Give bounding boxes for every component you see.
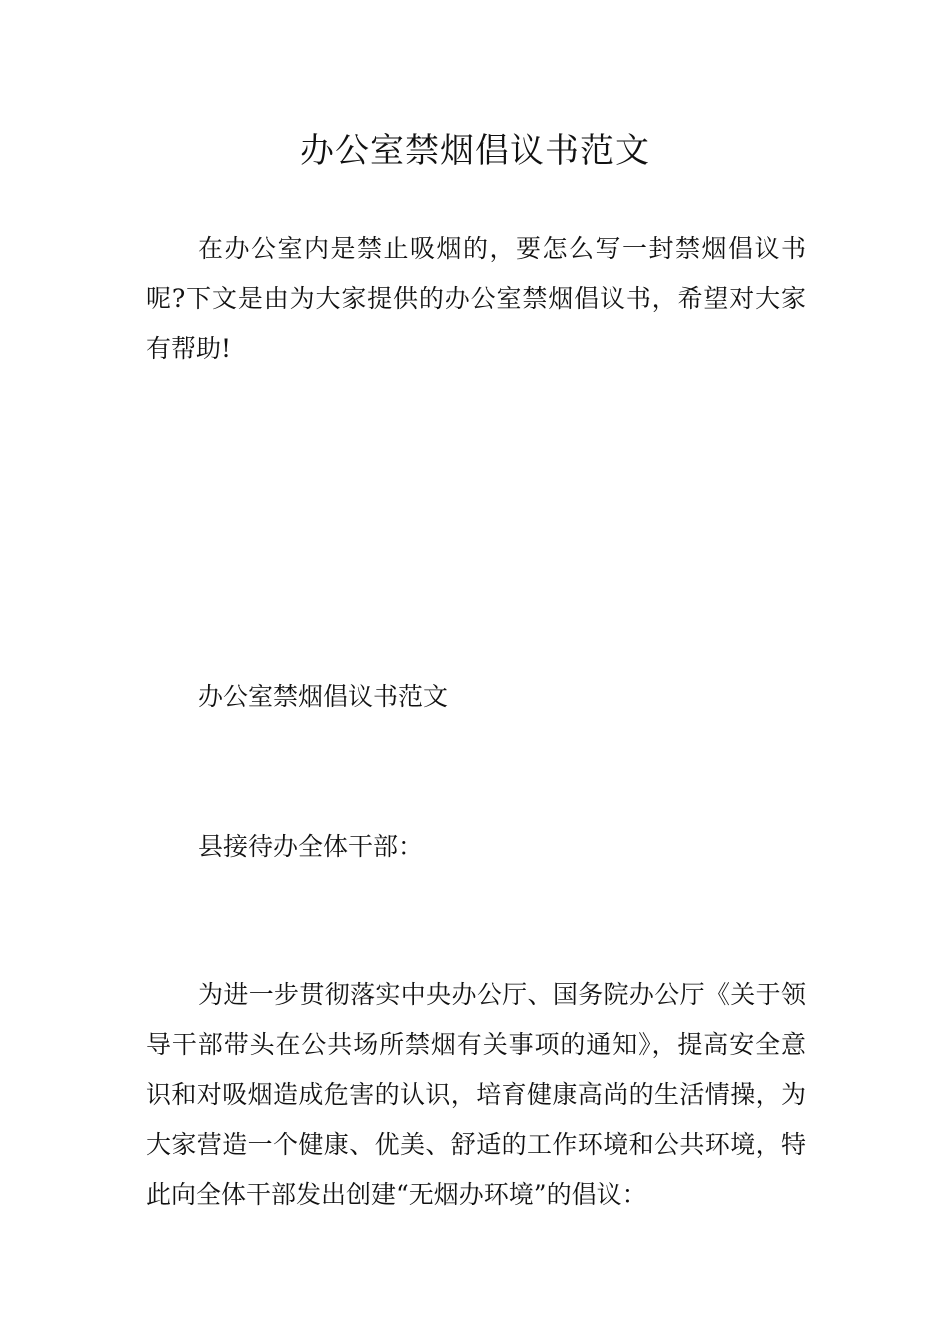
salutation: 县接待办全体干部： [198,832,424,861]
section-subtitle: 办公室禁烟倡议书范文 [198,682,449,711]
body-paragraph: 为进一步贯彻落实中央办公厅、国务院办公厅《关于领导干部带头在公共场所禁烟有关事项的通知》，提高安全意识和对吸烟造成危害的认识，培育健康高尚的生活情操，为大家营造一个健康、优美、舒适的工作环境和公共环境，特此向全体干部发出创建“无烟办环境”的倡议： [146,980,806,1209]
page-title: 办公室禁烟倡议书范文 [300,131,650,171]
intro-paragraph: 在办公室内是禁止吸烟的，要怎么写一封禁烟倡议书呢?下文是由为大家提供的办公室禁烟倡议书，希望对大家有帮助! [146,234,806,363]
